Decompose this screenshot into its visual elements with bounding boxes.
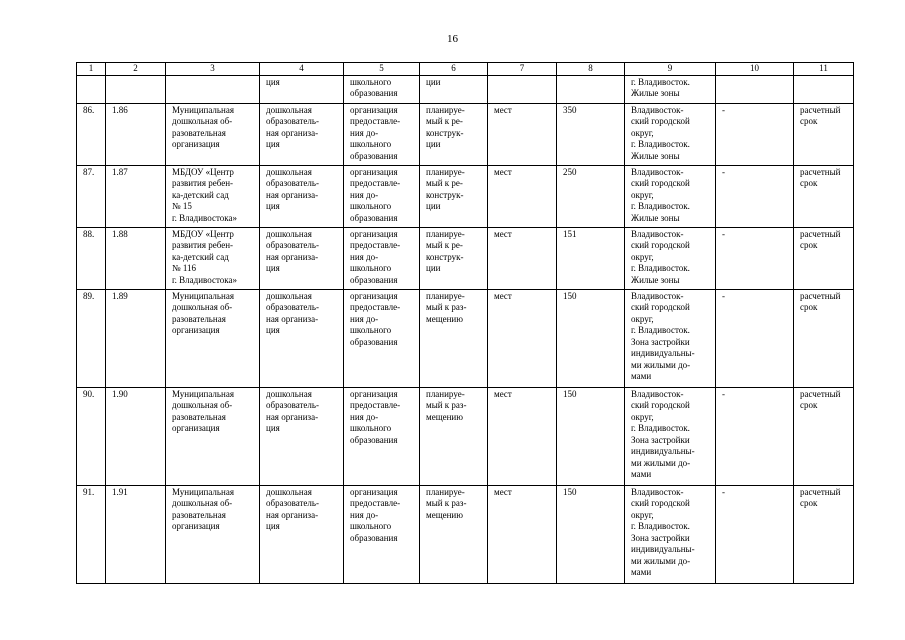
cell-type: ция (260, 75, 344, 103)
cell-status: планируе- мый к раз- мещению (420, 289, 488, 387)
cell-purpose: организация предоставле- ния до- школьного образования (344, 387, 420, 485)
column-header: 3 (166, 63, 260, 76)
cell-unit: мест (488, 485, 557, 583)
cell-unit: мест (488, 289, 557, 387)
table-row (77, 165, 854, 227)
cell-code: 1.87 (106, 165, 166, 227)
cell-location: Владивосток- ский городской округ, г. Владивосток. Жилые зоны (625, 103, 716, 165)
cell-purpose: организация предоставле- ния до- школьного образования (344, 227, 420, 289)
cell-number: 88. (77, 227, 106, 289)
cell-purpose: организация предоставле- ния до- школьного образования (344, 103, 420, 165)
table-row (77, 227, 854, 289)
cell-unit: мест (488, 165, 557, 227)
facilities-table (76, 62, 854, 584)
cell-location: Владивосток- ский городской округ, г. Владивосток. Зона застройки индивидуальны- ми жилыми до- мами (625, 289, 716, 387)
page-number: 16 (447, 33, 458, 45)
cell-name: Муниципальная дошкольная об- разовательная организация (166, 485, 260, 583)
cell-capacity: 150 (557, 387, 625, 485)
cell-zone: - (716, 227, 794, 289)
cell-capacity: 350 (557, 103, 625, 165)
cell-capacity: 150 (557, 289, 625, 387)
cell-number: 87. (77, 165, 106, 227)
cell-type: дошкольная образователь- ная организа- ция (260, 165, 344, 227)
cell-term: расчетный срок (794, 103, 854, 165)
cell-term (794, 75, 854, 103)
cell-zone: - (716, 485, 794, 583)
table-row (77, 485, 854, 583)
cell-zone (716, 75, 794, 103)
cell-name: МБДОУ «Центр развития ребен- ка-детский сад № 15 г. Владивостока» (166, 165, 260, 227)
cell-name (166, 75, 260, 103)
cell-status: планируе- мый к раз- мещению (420, 485, 488, 583)
header-row (77, 63, 854, 76)
column-header: 8 (557, 63, 625, 76)
cell-code: 1.88 (106, 227, 166, 289)
column-header: 9 (625, 63, 716, 76)
cell-capacity: 151 (557, 227, 625, 289)
cell-code: 1.89 (106, 289, 166, 387)
column-header: 1 (77, 63, 106, 76)
cell-status: ции (420, 75, 488, 103)
cell-term: расчетный срок (794, 165, 854, 227)
cell-code: 1.91 (106, 485, 166, 583)
cell-name: Муниципальная дошкольная об- разовательная организация (166, 289, 260, 387)
column-header: 2 (106, 63, 166, 76)
cell-capacity (557, 75, 625, 103)
cell-type: дошкольная образователь- ная организа- ция (260, 485, 344, 583)
cell-number (77, 75, 106, 103)
cell-location: Владивосток- ский городской округ, г. Владивосток. Зона застройки индивидуальны- ми жилыми до- мами (625, 485, 716, 583)
cell-location: Владивосток- ский городской округ, г. Владивосток. Зона застройки индивидуальны- ми жилыми до- мами (625, 387, 716, 485)
cell-unit: мест (488, 227, 557, 289)
cell-location: Владивосток- ский городской округ, г. Владивосток. Жилые зоны (625, 227, 716, 289)
cell-type: дошкольная образователь- ная организа- ция (260, 103, 344, 165)
cell-type: дошкольная образователь- ная организа- ция (260, 289, 344, 387)
cell-number: 89. (77, 289, 106, 387)
table-row (77, 103, 854, 165)
cell-term: расчетный срок (794, 485, 854, 583)
cell-term: расчетный срок (794, 289, 854, 387)
cell-unit: мест (488, 103, 557, 165)
table-row (77, 289, 854, 387)
cell-purpose: организация предоставле- ния до- школьного образования (344, 485, 420, 583)
cell-status: планируе- мый к ре- конструк- ции (420, 103, 488, 165)
cell-unit (488, 75, 557, 103)
cell-unit: мест (488, 387, 557, 485)
cell-zone: - (716, 103, 794, 165)
cell-name: Муниципальная дошкольная об- разовательная организация (166, 387, 260, 485)
cell-number: 90. (77, 387, 106, 485)
cell-number: 86. (77, 103, 106, 165)
cell-capacity: 250 (557, 165, 625, 227)
column-header: 11 (794, 63, 854, 76)
table-row (77, 75, 854, 103)
cell-type: дошкольная образователь- ная организа- ция (260, 227, 344, 289)
cell-code: 1.90 (106, 387, 166, 485)
cell-code (106, 75, 166, 103)
cell-status: планируе- мый к ре- конструк- ции (420, 165, 488, 227)
cell-name: МБДОУ «Центр развития ребен- ка-детский сад № 116 г. Владивостока» (166, 227, 260, 289)
cell-purpose: организация предоставле- ния до- школьного образования (344, 289, 420, 387)
cell-zone: - (716, 165, 794, 227)
cell-capacity: 150 (557, 485, 625, 583)
table-row (77, 387, 854, 485)
cell-status: планируе- мый к ре- конструк- ции (420, 227, 488, 289)
column-header: 6 (420, 63, 488, 76)
cell-number: 91. (77, 485, 106, 583)
column-header: 7 (488, 63, 557, 76)
cell-purpose: школьного образования (344, 75, 420, 103)
cell-type: дошкольная образователь- ная организа- ция (260, 387, 344, 485)
cell-code: 1.86 (106, 103, 166, 165)
cell-location: Владивосток- ский городской округ, г. Владивосток. Жилые зоны (625, 165, 716, 227)
cell-zone: - (716, 289, 794, 387)
column-header: 10 (716, 63, 794, 76)
cell-location: г. Владивосток. Жилые зоны (625, 75, 716, 103)
cell-status: планируе- мый к раз- мещению (420, 387, 488, 485)
cell-zone: - (716, 387, 794, 485)
cell-name: Муниципальная дошкольная об- разовательная организация (166, 103, 260, 165)
cell-term: расчетный срок (794, 227, 854, 289)
cell-purpose: организация предоставле- ния до- школьного образования (344, 165, 420, 227)
table-body (77, 75, 854, 583)
column-header: 5 (344, 63, 420, 76)
column-header: 4 (260, 63, 344, 76)
cell-term: расчетный срок (794, 387, 854, 485)
